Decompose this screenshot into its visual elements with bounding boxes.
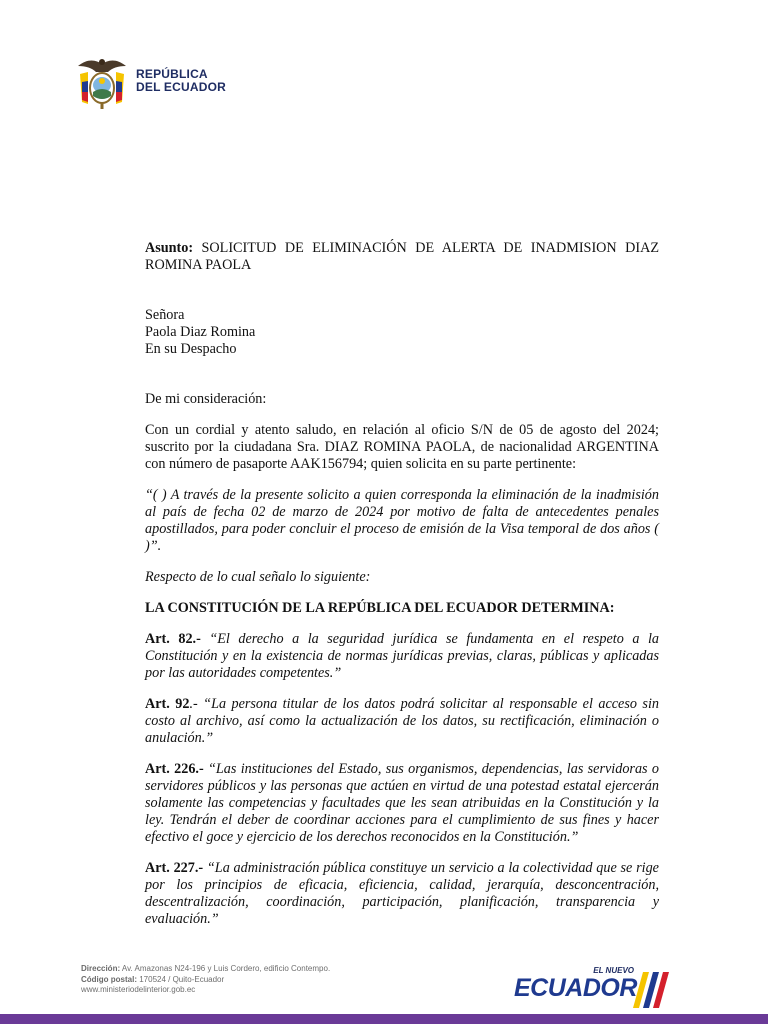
article-226: [145, 761, 659, 846]
logo-line-2: DEL ECUADOR: [136, 80, 226, 94]
subject-label: Asunto:: [145, 240, 194, 256]
article-label: Art. 226.-: [145, 761, 204, 777]
address-label: Dirección:: [81, 964, 121, 973]
footer-address: [81, 964, 330, 996]
subject-text: SOLICITUD DE ELIMINACIÓN DE ALERTA DE INADMISION DIAZ ROMINA PAOLA: [145, 240, 659, 273]
logo-text: [136, 68, 226, 94]
subject-line: [145, 240, 659, 274]
flag-stripes-icon: [633, 972, 693, 1008]
article-text: “El derecho a la seguridad jurídica se fundamenta en el respeto a la Constitución y en la existencia de normas jurídicas previas, claras, públicas y aplicadas por las autoridades competentes.”: [145, 631, 659, 681]
address-line: [81, 964, 330, 975]
salutation: Señora: [145, 307, 185, 323]
article-text: “La administración pública constituye un servicio a la colectividad que se rige por los principios de eficacia, eficiencia, calidad, jerarquía, desconcentración, descentralización, coordinación, participación, planificación, transparencia y evaluación.”: [145, 860, 659, 927]
logo-line-1: REPÚBLICA: [136, 67, 208, 81]
footer-color-bar: [0, 1014, 768, 1024]
article-92: [145, 696, 659, 747]
article-label: Art. 92: [145, 696, 190, 712]
postal-label: Código postal:: [81, 974, 137, 984]
address-value: Av. Amazonas N24-196 y Luis Cordero, edificio Contempo.: [120, 964, 331, 973]
coat-of-arms-icon: [74, 52, 130, 110]
recipient-name: Paola Diaz Romina: [145, 324, 256, 340]
postal-value: 170524 / Quito-Ecuador: [137, 974, 225, 984]
article-text: “Las instituciones del Estado, sus organismos, dependencias, las servidoras o servidores públicos y las personas que actúen en virtud de una potestad estatal ejercerán solamente las competencias y facultades que les sean atribuidas en la Constitución y la ley. Tendrán el deber de coordinar acciones para el cumplimiento de sus fines y hacer efectivo el goce y ejercicio de los derechos reconocidos en la Constitución.”: [145, 761, 659, 845]
intro-paragraph: Con un cordial y atento saludo, en relación al oficio S/N de 05 de agosto del 2024; suscrito por la ciudadana Sra. DIAZ ROMINA PAOLA, de nacionalidad ARGENTINA con número de pasaporte AAK156794; quien solicita en su parte pertinente:: [145, 422, 659, 472]
republica-del-ecuador-logo: [74, 52, 226, 110]
article-text: .- “La persona titular de los datos podrá solicitar al responsable el acceso sin costo al archivo, así como la actualización de los datos, su rectificación, eliminación o anulación.”: [145, 696, 659, 746]
section-heading: LA CONSTITUCIÓN DE LA REPÚBLICA DEL ECUADOR DETERMINA:: [145, 600, 615, 616]
article-82: [145, 631, 659, 682]
postal-line: [81, 975, 330, 986]
article-227: [145, 860, 659, 928]
recipient-place: En su Despacho: [145, 341, 237, 357]
brand-small-text: EL NUEVO: [593, 966, 634, 975]
respect-line: Respecto de lo cual señalo lo siguiente:: [145, 569, 371, 585]
el-nuevo-ecuador-logo: [514, 966, 694, 1008]
greeting: De mi consideración:: [145, 391, 267, 407]
article-label: Art. 82.-: [145, 631, 201, 647]
letter-body: [145, 240, 659, 928]
brand-big-text: ECUADOR: [514, 974, 637, 1002]
article-label: Art. 227.-: [145, 860, 204, 876]
quoted-request: “( ) A través de la presente solicito a quien corresponda la eliminación de la inadmisión al país de fecha 02 de marzo de 2024 por motivo de falta de antecedentes penales apostillados, para poder concluir el proceso de emisión de la Visa temporal de dos años ( )”.: [145, 487, 659, 554]
website-link[interactable]: www.ministeriodelinterior.gob.ec: [81, 985, 196, 994]
